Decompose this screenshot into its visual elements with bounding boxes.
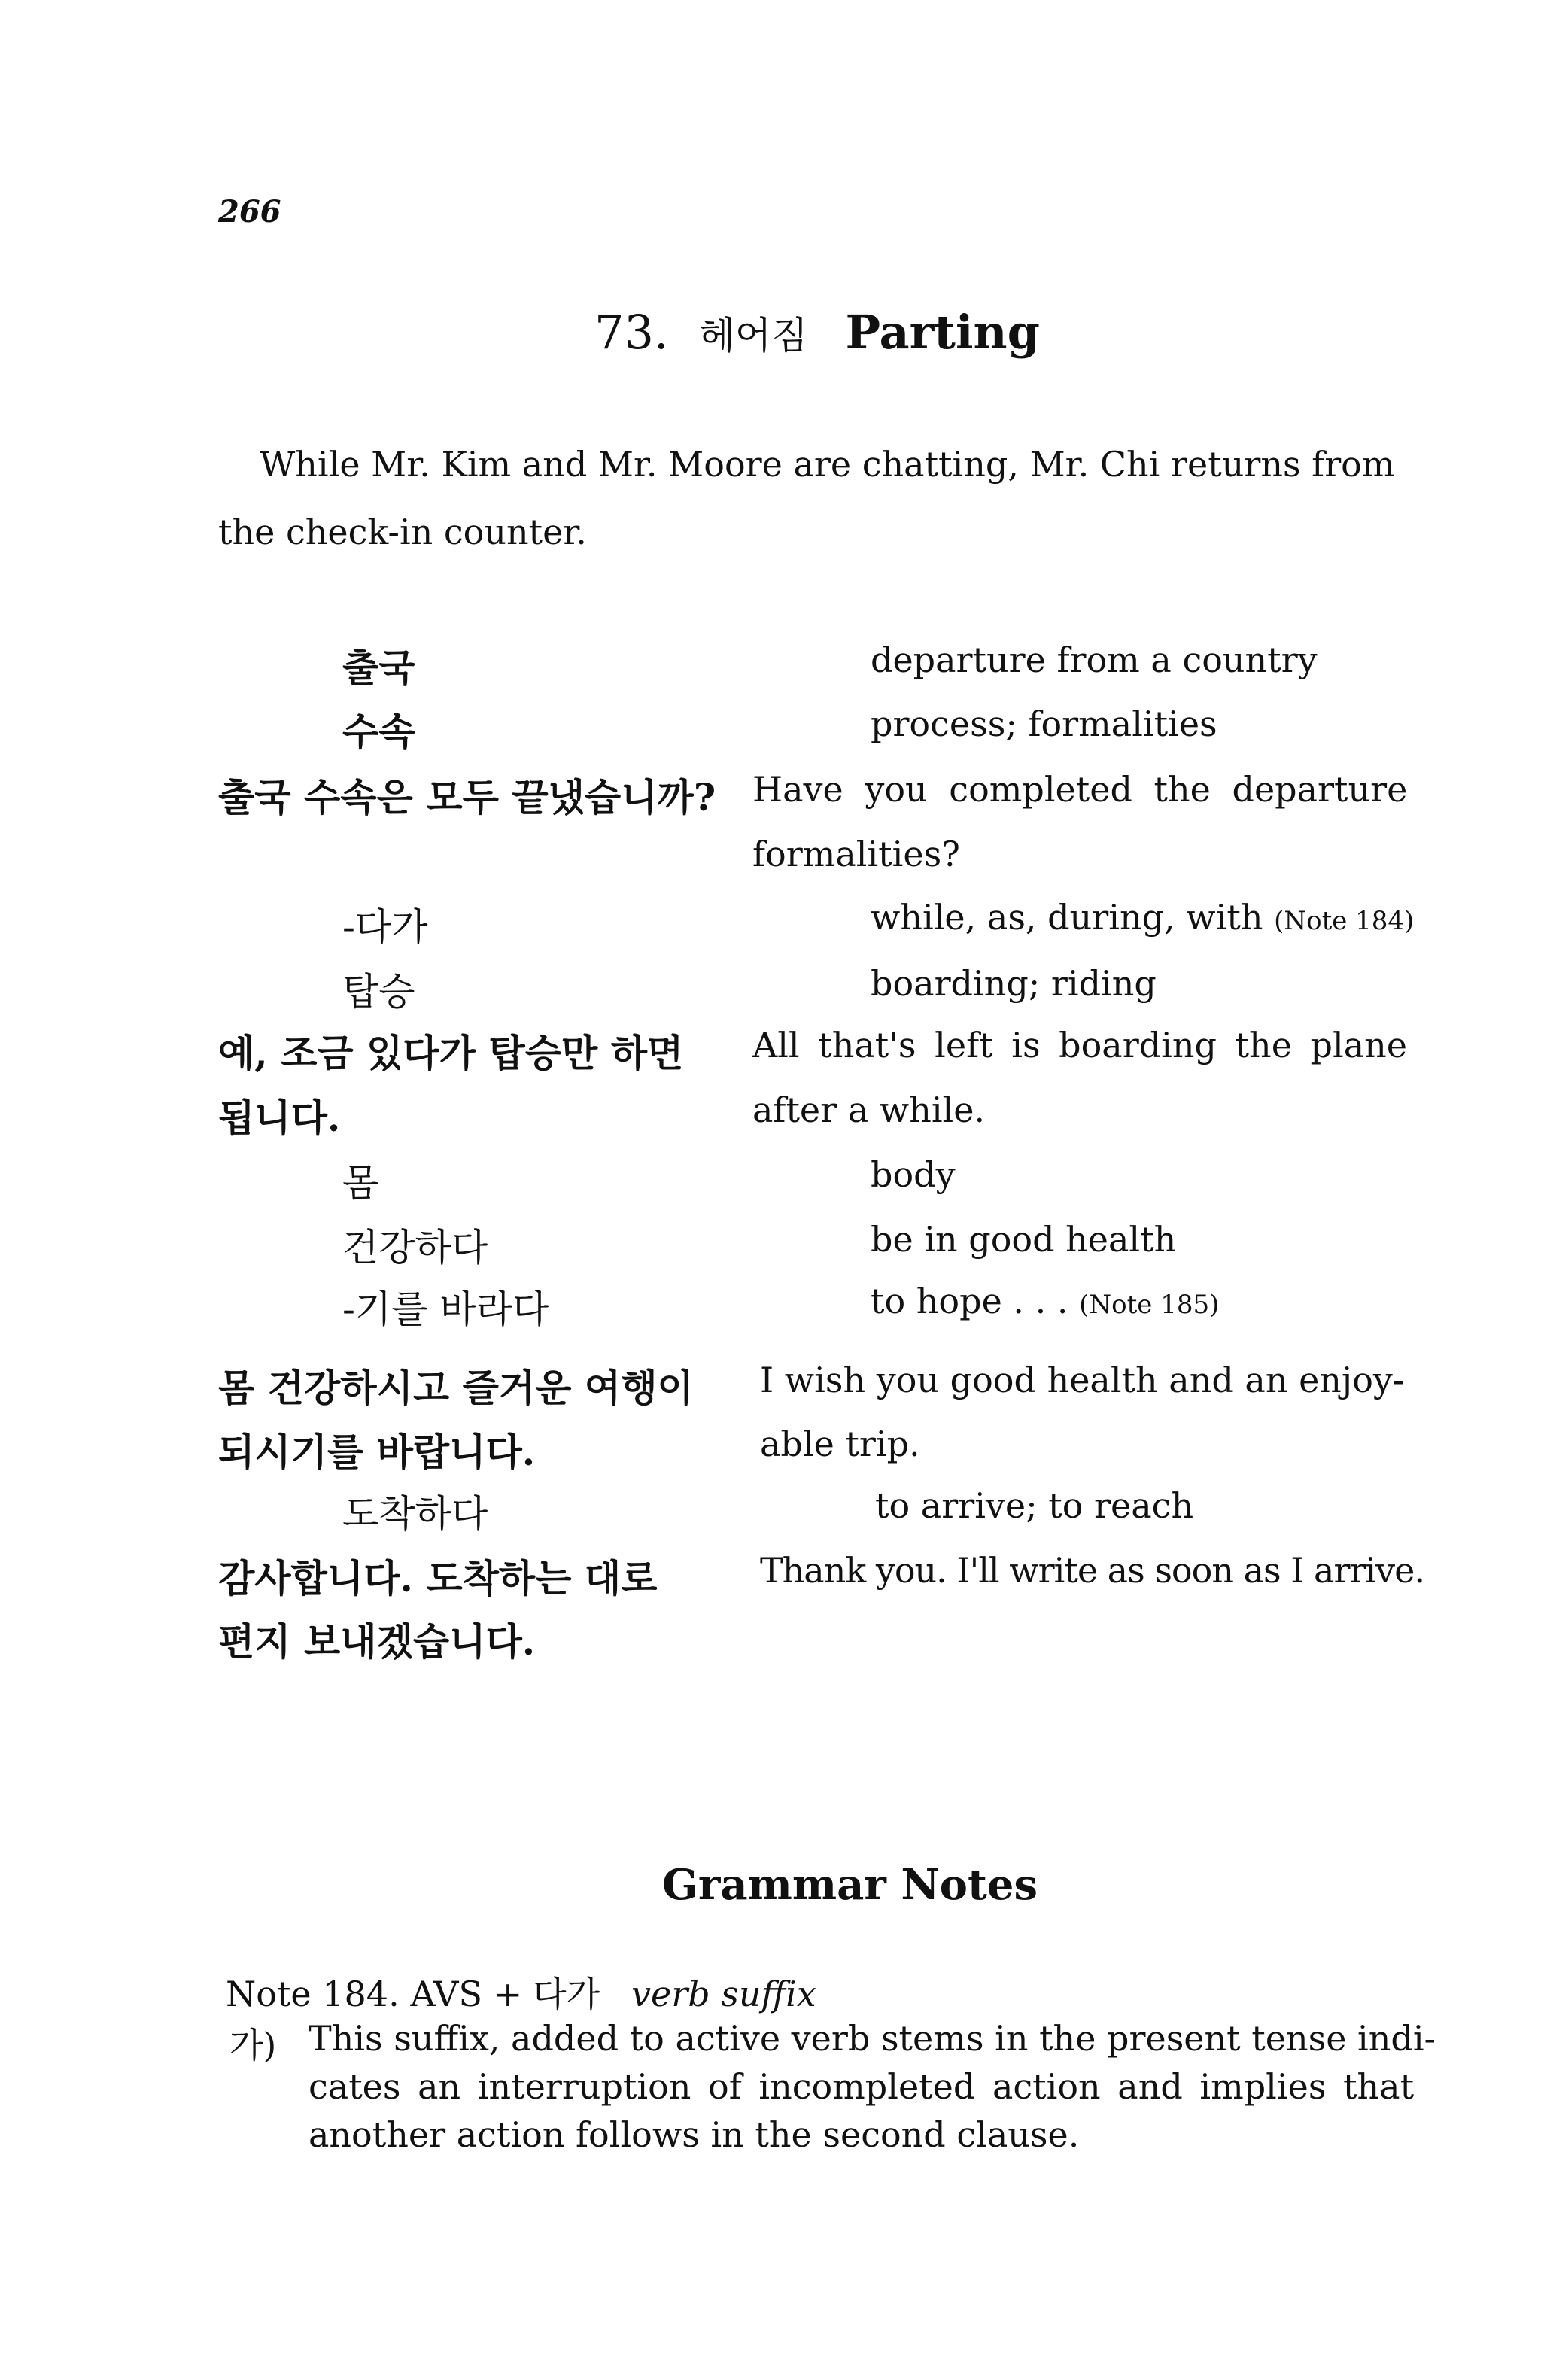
intro-line-1: While Mr. Kim and Mr. Moore are chatting, Mr. Chi returns from <box>260 444 1395 485</box>
sentence-korean: 됩니다. <box>218 1096 341 1140</box>
note-formula: AVS + <box>410 1974 523 2014</box>
sentence-english: able trip. <box>760 1424 920 1464</box>
vocab-english: body <box>871 1154 956 1195</box>
vocab-korean: -다가 <box>342 905 428 949</box>
vocab-korean: 출국 <box>342 646 415 690</box>
grammar-heading: Grammar Notes <box>662 1860 1038 1910</box>
vocab-english: boarding; riding <box>871 963 1157 1004</box>
vocab-korean: 건강하다 <box>342 1226 488 1269</box>
vocab-english: departure from a country <box>871 640 1318 680</box>
note-reference: (Note 185) <box>1079 1290 1220 1320</box>
sentence-korean: 되시기를 바랍니다. <box>218 1430 536 1474</box>
vocab-english: process; formalities <box>871 704 1217 744</box>
page-number: 266 <box>218 194 281 229</box>
note-reference: (Note 184) <box>1274 906 1415 936</box>
note-item-marker: 가) <box>229 2025 277 2065</box>
vocab-english: be in good health <box>871 1219 1177 1260</box>
sentence-english: I wish you good health and an enjoy- <box>760 1360 1405 1400</box>
vocab-korean: 몸 <box>342 1161 379 1205</box>
intro-line-2: the check-in counter. <box>218 512 587 552</box>
sentence-english: Thank you. I'll write as soon as I arrive. <box>760 1550 1424 1591</box>
vocab-korean: 도착하다 <box>342 1492 488 1536</box>
sentence-korean: 몸 건강하시고 즐거운 여행이 <box>218 1366 694 1410</box>
note-item-line: This suffix, added to active verb stems in the present tense indi- <box>309 2018 1436 2059</box>
note-formula-korean: 다가 <box>533 1974 600 2014</box>
sentence-english: All that's left is boarding the plane <box>752 1025 1407 1065</box>
sentence-korean: 예, 조금 있다가 탑승만 하면 <box>218 1031 684 1075</box>
note-item-line: cates an interruption of incompleted action and implies that <box>309 2066 1415 2107</box>
vocab-korean: 수속 <box>342 710 415 754</box>
vocab-korean: -기를 바라다 <box>342 1287 549 1331</box>
sentence-korean: 편지 보내겠습니다. <box>218 1619 536 1664</box>
sentence-english: after a while. <box>752 1090 986 1130</box>
note-title <box>226 1967 816 2017</box>
sentence-english: Have you completed the departure <box>752 769 1408 810</box>
title-number: 73. <box>594 305 669 360</box>
vocab-english <box>871 897 1414 938</box>
sentence-english: formalities? <box>752 834 960 874</box>
vocab-english <box>871 1281 1219 1321</box>
note-formula-suffix: verb suffix <box>631 1974 816 2014</box>
note-item-line: another action follows in the second clause. <box>309 2114 1080 2155</box>
vocab-english-text: while, as, during, with <box>871 897 1263 938</box>
vocab-english-text: to hope . . . <box>871 1281 1068 1321</box>
vocab-english: to arrive; to reach <box>875 1485 1194 1526</box>
sentence-korean: 감사합니다. 도착하는 대로 <box>218 1556 658 1600</box>
vocab-korean: 탑승 <box>342 970 415 1014</box>
title-english: Parting <box>845 305 1040 360</box>
page-title <box>594 305 1040 360</box>
sentence-korean: 출국 수속은 모두 끝냈습니까? <box>218 775 716 819</box>
title-korean: 헤어짐 <box>698 314 808 357</box>
note-label: Note 184. <box>226 1974 400 2014</box>
